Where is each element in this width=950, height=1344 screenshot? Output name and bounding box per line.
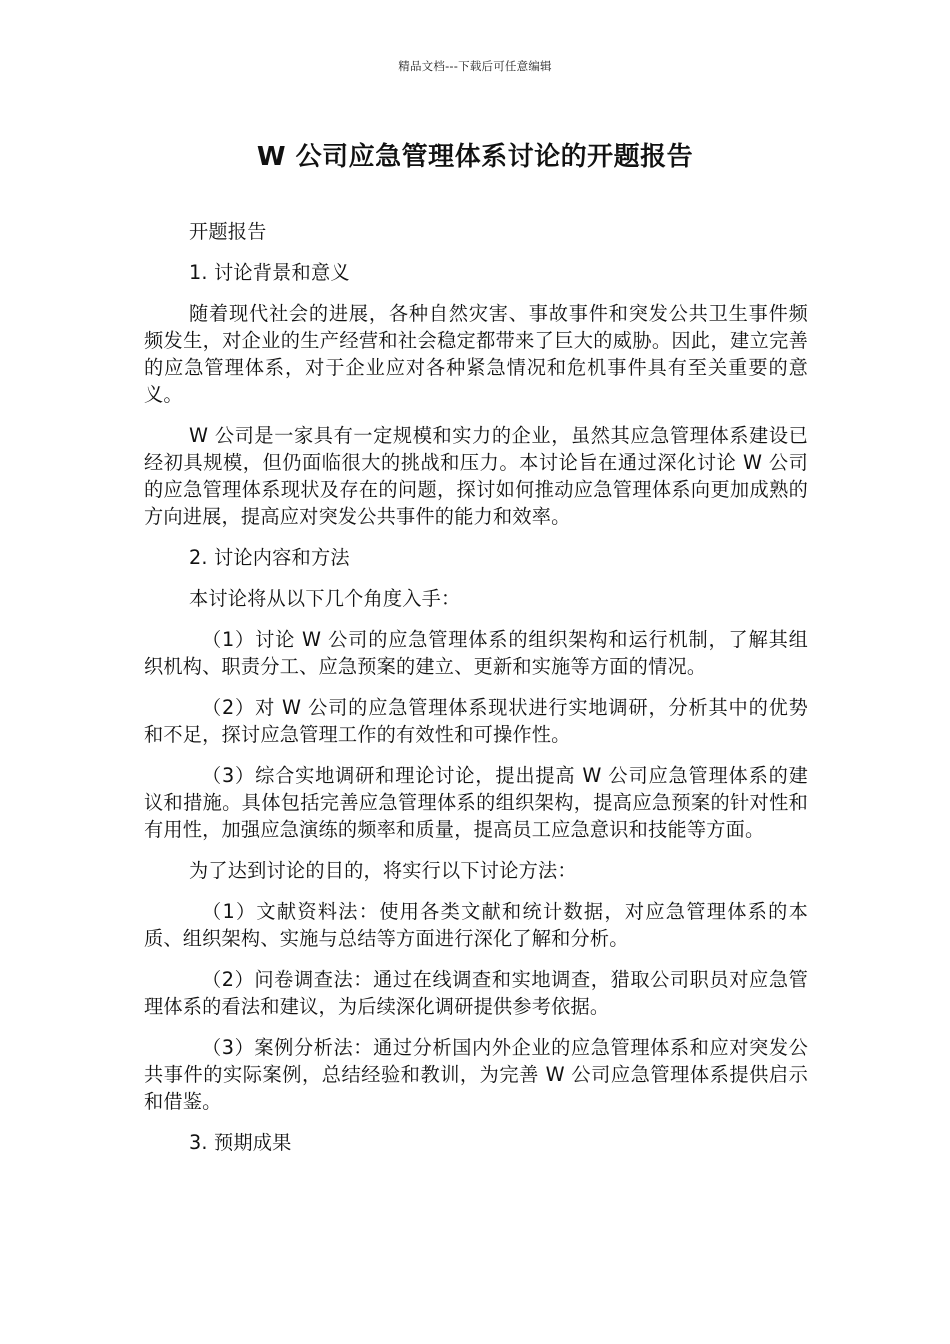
list-item: （1）文献资料法：使用各类文献和统计数据，对应急管理体系的本质、组织架构、实施与总结等方面进行深化了解和分析。 — [144, 900, 808, 950]
list-item: （2）对 W 公司的应急管理体系现状进行实地调研，分析其中的优势和不足，探讨应急管理工作的有效性和可操作性。 — [144, 696, 808, 746]
paragraph: 为了达到讨论的目的，将实行以下讨论方法： — [189, 859, 577, 882]
header-note: 精品文档---下载后可任意编辑 — [398, 59, 552, 73]
section-heading-3: 3. 预期成果 — [189, 1131, 292, 1154]
list-item: （3）案例分析法：通过分析国内外企业的应急管理体系和应对突发公共事件的实际案例，总结经验和教训，为完善 W 公司应急管理体系提供启示和借鉴。 — [144, 1036, 808, 1113]
paragraph: 本讨论将从以下几个角度入手： — [189, 587, 461, 610]
section-heading-1: 1. 讨论背景和意义 — [189, 261, 350, 284]
document-title: W 公司应急管理体系讨论的开题报告 — [256, 142, 694, 172]
paragraph: 随着现代社会的进展，各种自然灾害、事故事件和突发公共卫生事件频频发生，对企业的生产经营和社会稳定都带来了巨大的威胁。因此，建立完善的应急管理体系，对于企业应对各种紧急情况和危机事件具有至关重要的意义。 — [144, 302, 808, 406]
section-label: 开题报告 — [189, 220, 267, 243]
paragraph: W 公司是一家具有一定规模和实力的企业，虽然其应急管理体系建设已经初具规模，但仍面临很大的挑战和压力。本讨论旨在通过深化讨论 W 公司的应急管理体系现状及存在的问题，探讨如何推动应急管理体系向更加成熟的方向进展，提高应对突发公共事件的能力和效率。 — [144, 424, 808, 528]
list-item: （3）综合实地调研和理论讨论，提出提高 W 公司应急管理体系的建议和措施。具体包括完善应急管理体系的组织架构，提高应急预案的针对性和有用性，加强应急演练的频率和质量，提高员工应急意识和技能等方面。 — [144, 764, 808, 841]
section-heading-2: 2. 讨论内容和方法 — [189, 546, 350, 569]
list-item: （2）问卷调查法：通过在线调查和实地调查，猎取公司职员对应急管理体系的看法和建议，为后续深化调研提供参考依据。 — [144, 968, 808, 1018]
document-body — [144, 218, 808, 1170]
list-item: （1）讨论 W 公司的应急管理体系的组织架构和运行机制，了解其组织机构、职责分工、应急预案的建立、更新和实施等方面的情况。 — [144, 628, 808, 678]
